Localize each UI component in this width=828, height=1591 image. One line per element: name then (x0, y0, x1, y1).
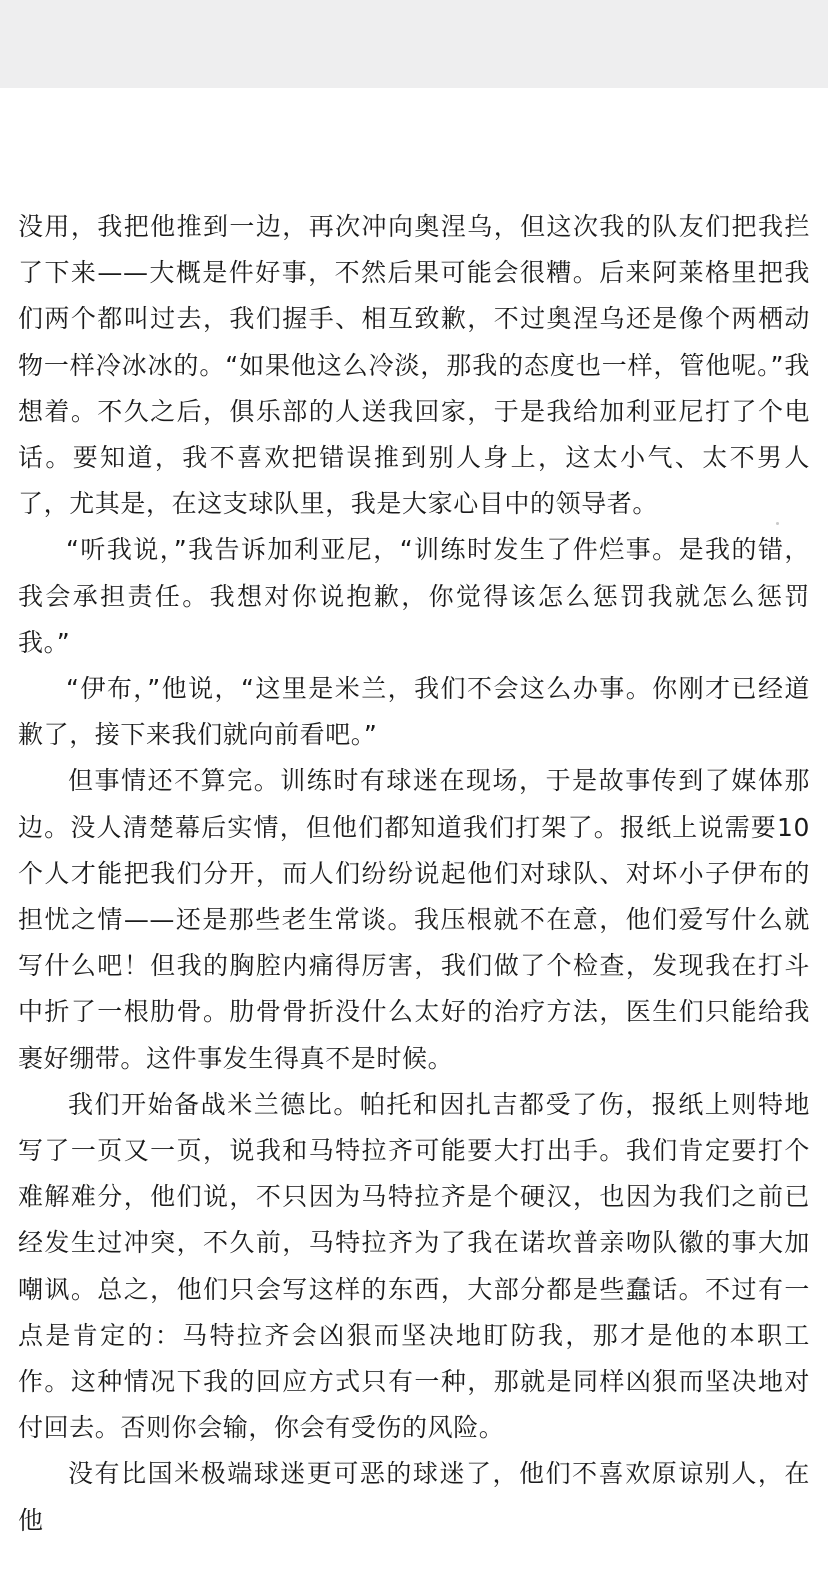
paragraph-2: “听我说，”我告诉加利亚尼，“训练时发生了件烂事。是我的错，我会承担责任。我想对你说抱歉，你觉得该怎么惩罚我就怎么惩罚我。” (18, 535, 810, 657)
paragraph-5: 我们开始备战米兰德比。帕托和因扎吉都受了伤，报纸上则特地写了一页又一页，说我和马特拉齐可能要大打出手。我们肯定要打个难解难分，他们说，不只因为马特拉齐是个硬汉，也因为我们之前已经发生过冲突，不久前，马特拉齐为了我在诺坎普亲吻队徽的事大加嘲讽。总之，他们只会写这样的东西，大部分都是些蠢话。不过有一点是肯定的：马特拉齐会凶狠而坚决地盯防我，那才是他的本职工作。这种情况下我的回应方式只有一种，那就是同样凶狠而坚决地对付回去。否则你会输，你会有受伤的风险。 (18, 1089, 810, 1443)
scan-speck (776, 522, 779, 525)
paragraph-1: 没用，我把他推到一边，再次冲向奥涅乌，但这次我的队友们把我拦了下来——大概是件好事，不然后果可能会很糟。后来阿莱格里把我们两个都叫过去，我们握手、相互致歉，不过奥涅乌还是像个两栖动物一样冷冰冰的。“如果他这么冷淡，那我的态度也一样，管他呢。”我想着。不久之后，俱乐部的人送我回家，于是我给加利亚尼打了个电话。要知道，我不喜欢把错误推到别人身上，这太小气、太不男人了，尤其是，在这支球队里，我是大家心目中的领导者。 (18, 212, 810, 519)
paragraph-4: 但事情还不算完。训练时有球迷在现场，于是故事传到了媒体那边。没人清楚幕后实情，但他们都知道我们打架了。报纸上说需要10个人才能把我们分开，而人们纷纷说起他们对球队、对坏小子伊布的担忧之情——还是那些老生常谈。我压根就不在意，他们爱写什么就写什么吧！但我的胸腔内痛得厉害，我们做了个检查，发现我在打斗中折了一根肋骨。肋骨骨折没什么太好的治疗方法，医生们只能给我裹好绷带。这件事发生得真不是时候。 (18, 766, 810, 1073)
text-body (18, 204, 810, 1544)
paragraph-6: 没有比国米极端球迷更可恶的球迷了，他们不喜欢原谅别人，在他 (18, 1459, 810, 1535)
paragraph-3: “伊布，”他说，“这里是米兰，我们不会这么办事。你刚才已经道歉了，接下来我们就向前看吧。” (18, 674, 810, 750)
document-page (0, 88, 828, 1591)
top-gray-bar (0, 0, 828, 88)
